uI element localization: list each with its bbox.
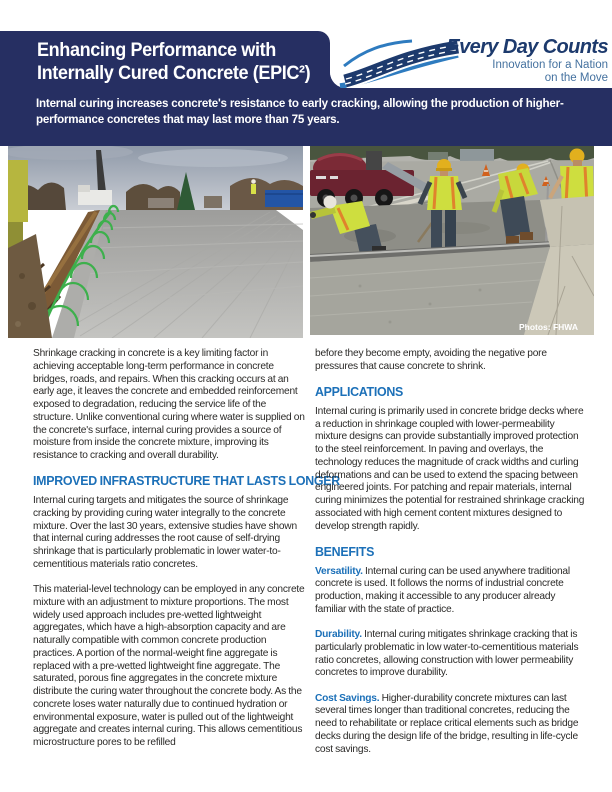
intro-continued-paragraph: before they become empty, avoiding the negative pore pressures that cause concrete to shrink. <box>315 348 547 372</box>
benefit-cost-savings-text: Higher-durability concrete mixtures can last several times longer than traditional concretes, reducing the need to rehabilitate or replace critical elements such as bridge decks during the design life of the bridge, resulting in life-cycle cost savings. <box>315 692 579 755</box>
applications-paragraph: Internal curing is primarily used in concrete bridge decks where a reduction in shrinkage coupled with lower-permeability mixture designs can provide substantially improved protection to the steel reinforcement. In paving and overlays, the technology reduces the magnitude of crack widths and curling deformations and can be used to extend the spacing between engineered joints. For patching and repair materials, internal curing minimizes the potential for restrained shrinkage cracking associated with high cement content mixtures designed to develop strength rapidly. <box>315 405 585 532</box>
benefit-versatility-lead: Versatility. <box>315 565 363 577</box>
page-title <box>37 39 310 85</box>
benefit-versatility <box>315 566 587 617</box>
edc-logo <box>330 25 612 88</box>
photo-credit-caption: Photos: FHWA <box>518 322 578 332</box>
edc-logo-wordmark: Every Day Counts <box>446 36 608 58</box>
benefit-cost-savings <box>315 693 587 757</box>
infrastructure-paragraph-1: Internal curing targets and mitigates the source of shrinkage cracking by providing curing water integrally to the concrete mixture. Over the last 30 years, extensive studies have shown that internal curing addresses the root cause of self-drying shrinkage that is particularly problematic in lower water-to-cementitious materials ratio concretes. <box>33 495 297 570</box>
road-crew-photo <box>310 146 594 335</box>
heading-benefits: BENEFITS <box>315 543 375 559</box>
page-title-line2: Internally Cured Concrete (EPIC²) <box>37 63 311 84</box>
benefit-durability <box>315 629 587 680</box>
benefit-durability-lead: Durability. <box>315 629 362 640</box>
header-subtitle: Internal curing increases concrete's resistance to early cracking, allowing the production of higher-performance concretes that may last more than 75 years. <box>36 97 564 126</box>
edc-logo-tagline-line1: Innovation for a Nation <box>492 59 608 71</box>
infrastructure-paragraph-2: This material-level technology can be employed in any concrete mixture with an adjustment to mixture proportions. The most widely used approach includes pre-wetted lightweight aggregates, which have a high-absorption capacity and are naturally compatible with common concrete production practices. A portion of the normal-weight fine aggregate is replaced with a pre-wetted lightweight fine aggregate. The saturated, porous fine aggregates in the concrete mixture distribute the curing water throughout the concrete body. As the concrete loses water naturally due to continued hydration or environmental exposure, water is pulled out of the lightweight aggregate and creates internal curing. This allows cementitious microstructure pores to be refilled <box>33 584 305 748</box>
benefit-versatility-text: Internal curing can be used anywhere traditional concrete is used. It follows the norms of industrial concrete production, making it accessible to any producer already familiar with the state of practice. <box>315 565 570 615</box>
road-swoosh-icon <box>338 30 460 88</box>
page-title-line1: Enhancing Performance with <box>37 40 276 61</box>
benefit-cost-savings-lead: Cost Savings. <box>315 692 380 704</box>
bridge-deck-photo <box>8 146 303 338</box>
right-column <box>315 348 587 769</box>
intro-paragraph: Shrinkage cracking in concrete is a key limiting factor in achieving acceptable long-term performance in concrete bridges, roads, and repairs. When this cracking occurs at an early age, it leaves the concrete and embedded reinforcement exposed to degradation, reducing the service life of the structure. Unlike conventional curing where water is supplied on the concrete's surface, internal curing provides a source of moisture from inside the concrete mixture, improving its resistance to cracking and overall durability. <box>33 348 305 461</box>
benefit-durability-text: Internal curing mitigates shrinkage cracking that is particularly problematic in low water-to-cementitious materials ratio concretes, allowing construction with lower permeability concretes to improve durability. <box>315 629 579 679</box>
heading-improved-infrastructure: IMPROVED INFRASTRUCTURE THAT LASTS LONGER <box>33 473 340 489</box>
edc-logo-tagline-line2: on the Move <box>544 72 608 84</box>
heading-applications: APPLICATIONS <box>315 384 404 399</box>
